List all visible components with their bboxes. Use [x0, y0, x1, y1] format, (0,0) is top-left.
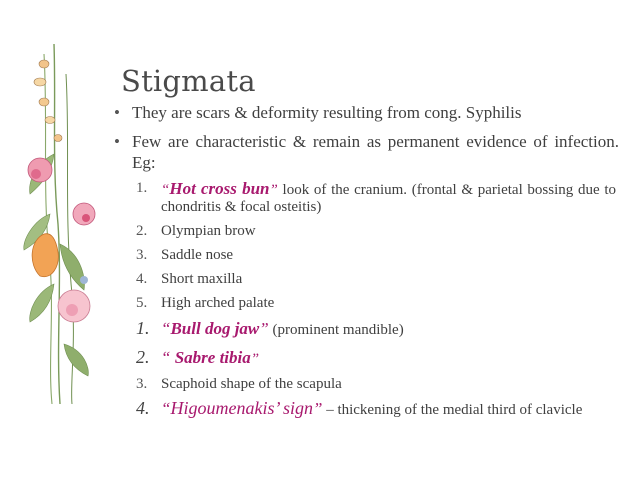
list-item [136, 347, 616, 370]
item-number: 1. [136, 318, 150, 338]
bullet-symbol: • [114, 132, 120, 151]
highlight-term: Hot cross bun [169, 179, 270, 198]
list-item [136, 180, 616, 216]
list-item [136, 223, 616, 240]
bullet-text: They are scars & deformity resulting from cong. Syphilis [132, 103, 522, 122]
bullet-list [114, 102, 619, 181]
close-quote: ” [312, 399, 323, 418]
list-item [136, 271, 616, 288]
page-title: Stigmata [121, 64, 256, 98]
item-text [161, 399, 616, 419]
item-number: 5. [136, 295, 148, 311]
bullet-item [114, 131, 619, 173]
list-item [136, 247, 616, 264]
item-number: 3. [136, 247, 148, 263]
highlight-term: Bull dog jaw [170, 319, 260, 338]
item-text [161, 318, 616, 341]
item-description: – thickening of the medial third of clavicle [322, 402, 583, 418]
list-item [136, 399, 616, 419]
highlight-term: Sabre tibia [174, 348, 251, 367]
item-number: 2. [136, 347, 150, 367]
item-text: Scaphoid shape of the scapula [161, 376, 342, 392]
close-quote: ” [250, 351, 260, 367]
item-text: Olympian brow [161, 223, 256, 239]
numbered-list [136, 180, 616, 419]
open-quote: “ [161, 182, 170, 198]
bullet-text: Few are characteristic & remain as permanent evidence of infection. Eg: [132, 132, 619, 172]
item-number: 4. [136, 271, 148, 287]
item-text [161, 180, 616, 216]
item-number: 4. [136, 398, 150, 418]
bullet-item [114, 102, 619, 123]
item-description: (prominent mandible) [268, 322, 404, 338]
item-text: Short maxilla [161, 271, 243, 287]
item-text: Saddle nose [161, 247, 234, 263]
list-item [136, 318, 616, 341]
item-number: 1. [136, 180, 148, 196]
item-number: 2. [136, 223, 148, 239]
highlight-term: Higoumenakis’ sign [170, 398, 313, 418]
bullet-symbol: • [114, 103, 120, 122]
close-quote: ” [259, 319, 269, 338]
item-text [161, 347, 616, 370]
item-description: look of the cranium. (frontal & parietal bossing due to chondritis & focal osteitis) [161, 182, 617, 215]
open-quote: “ [161, 348, 175, 367]
list-item [136, 295, 616, 312]
floral-decoration-icon [14, 44, 110, 404]
list-item [136, 376, 616, 393]
open-quote: “ [161, 399, 171, 418]
open-quote: “ [161, 319, 171, 338]
item-number: 3. [136, 376, 148, 392]
close-quote: ” [269, 182, 278, 198]
item-text: High arched palate [161, 295, 275, 311]
